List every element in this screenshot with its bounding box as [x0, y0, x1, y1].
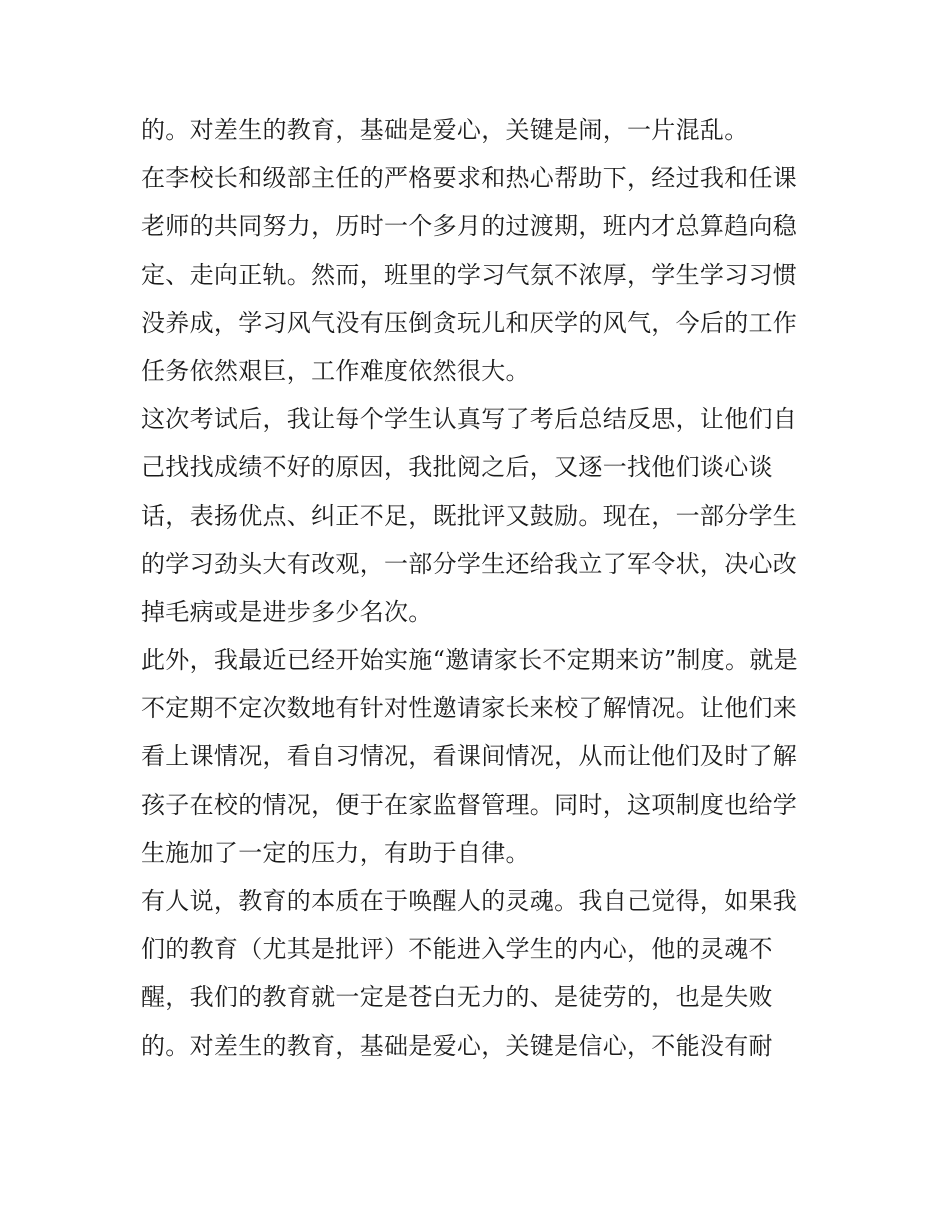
text-line: 掉毛病或是进步多少名次。: [141, 597, 433, 626]
text-line: 有人说，教育的本质在于唤醒人的灵魂。我自己觉得，如果我: [141, 887, 798, 915]
text-line: 没养成，学习风气没有压倒贪玩儿和厌学的风气，今后的工作: [141, 308, 798, 337]
text-line: 看上课情况，看自习情况，看课间情况，从而让他们及时了解: [141, 742, 798, 771]
text-line: 任务依然艰巨，工作难度依然很大。: [141, 356, 530, 385]
text-line: 在李校长和级部主任的严格要求和热心帮助下，经过我和任课: [141, 164, 798, 193]
text-line: 醒，我们的教育就一定是苍白无力的、是徒劳的，也是失败: [141, 983, 773, 1012]
body-text: [141, 106, 821, 1070]
text-line: 孩子在校的情况，便于在家监督管理。同时，这项制度也给学: [141, 790, 798, 819]
text-line: 定、走向正轨。然而，班里的学习气氛不浓厚，学生学习习惯: [141, 260, 798, 289]
text-line: 此外，我最近已经开始实施“邀请家长不定期来访”制度。就是: [141, 646, 798, 675]
text-line: 己找找成绩不好的原因，我批阅之后，又逐一找他们谈心谈: [141, 453, 773, 482]
text-line: 的。对差生的教育，基础是爱心，关键是闹，一片混乱。: [141, 116, 749, 144]
text-line: 们的教育（尤其是批评）不能进入学生的内心，他的灵魂不: [141, 935, 773, 964]
text-line: 的。对差生的教育，基础是爱心，关键是信心，不能没有耐: [141, 1031, 773, 1060]
text-line: 这次考试后，我让每个学生认真写了考后总结反思，让他们自: [141, 405, 798, 434]
text-line: 话，表扬优点、纠正不足，既批评又鼓励。现在，一部分学生: [141, 501, 798, 530]
text-line: 不定期不定次数地有针对性邀请家长来校了解情况。让他们来: [141, 694, 798, 723]
text-line: 的学习劲头大有改观，一部分学生还给我立了军令状，决心改: [141, 549, 798, 578]
text-line: 生施加了一定的压力，有助于自律。: [141, 838, 530, 867]
text-line: 老师的共同努力，历时一个多月的过渡期，班内才总算趋向稳: [141, 212, 798, 241]
